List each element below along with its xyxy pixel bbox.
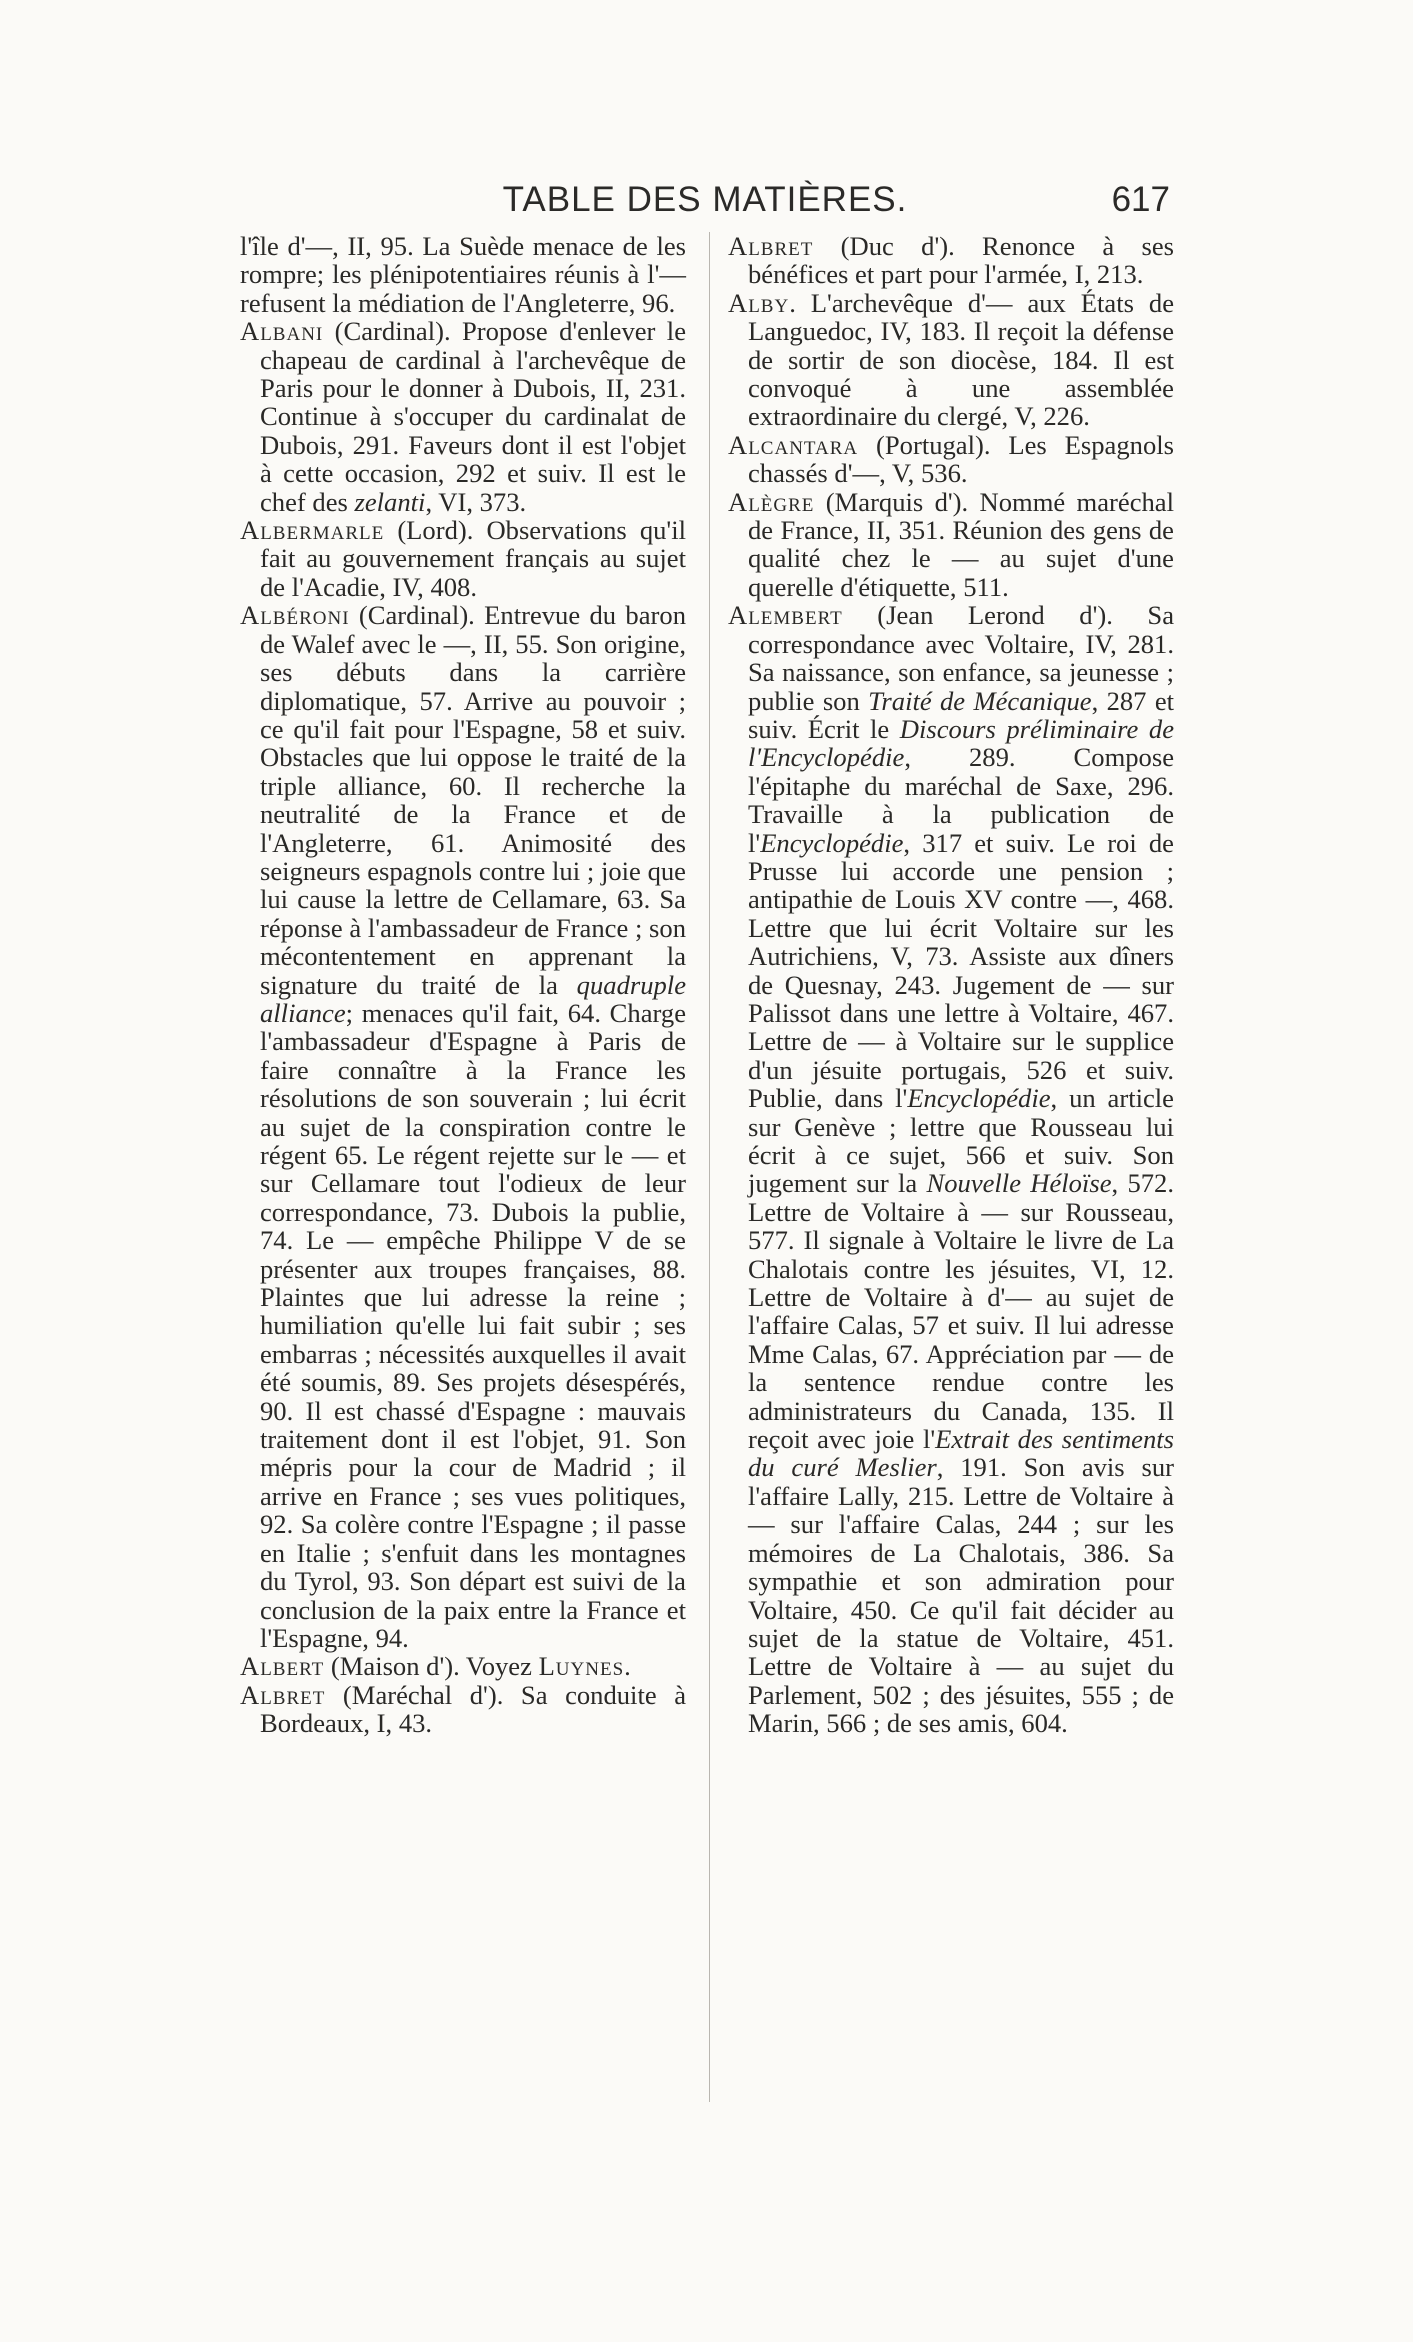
index-entry <box>728 488 1174 602</box>
entry-text: Luynes <box>538 1651 625 1682</box>
entry-text: , 289. Compose l'épitaphe du maréchal de Saxe, 296. Travaille à la publication de l' <box>748 742 1174 858</box>
index-entry <box>728 431 1174 488</box>
entry-text: , 572. Lettre de Voltaire à — sur Rousseau, 577. Il signale à Voltaire le livre de La Chalotais contre les jésuites, VI, 12. Lettre de Voltaire à d'— au sujet de l'affaire Calas, 57 et suiv. Il lui adresse Mme Calas, 67. Appréciation par — de la sentence rendue contre les administrateurs du Canada, 135. Il reçoit avec joie l' <box>748 1168 1174 1455</box>
page-number: 617 <box>1111 180 1170 219</box>
entry-text: , 191. Son avis sur l'affaire Lally, 215. Lettre de Voltaire à — sur l'affaire Calas, 244 ; sur les mémoires de La Chalotais, 386. Sa sympathie et son admiration pour Voltaire, 450. Ce qu'il fait décider au sujet de la statue de Voltaire, 451. Lettre de Voltaire à — au sujet du Parlement, 502 ; des jésuites, 555 ; de Marin, 566 ; de ses amis, 604. <box>748 1452 1174 1739</box>
index-entry <box>240 232 686 317</box>
entry-headword: Alcantara <box>728 429 859 460</box>
entry-title-italic: Traité de Mécanique <box>868 685 1092 716</box>
index-entry <box>728 289 1174 431</box>
entry-text: (Maréchal d'). Sa conduite à Bordeaux, I, 43. <box>260 1679 686 1739</box>
entry-headword: Albéroni <box>240 600 350 631</box>
entry-text: (Maison d'). Voyez <box>324 1651 539 1682</box>
entry-title-italic: Encyclopédie <box>907 1083 1051 1114</box>
entry-headword: Albani <box>240 316 324 347</box>
entry-headword: Albret <box>728 231 814 261</box>
entry-text: (Marquis d'). Nommé maréchal de France, II, 351. Réunion des gens de qualité chez le — au sujet d'une querelle d'étiquette, 511. <box>748 486 1174 602</box>
entry-text: , un article sur Genève ; lettre que Rousseau lui écrit à ce sujet, 566 et suiv. Son jugement sur la <box>748 1083 1174 1199</box>
entry-headword: Alembert <box>728 600 843 631</box>
right-column <box>728 232 1174 1738</box>
left-column <box>240 232 686 1738</box>
entry-text: (Duc d'). Renonce à ses bénéfices et part pour l'armée, I, 213. <box>748 231 1174 290</box>
column-divider <box>709 232 710 2102</box>
entry-headword: Albert <box>240 1651 325 1682</box>
entry-text: (Jean Lerond d'). Sa correspondance avec Voltaire, IV, 281. Sa naissance, son enfance, sa jeunesse ; publie son <box>748 600 1174 716</box>
entry-text: (Cardinal). Entrevue du baron de Walef avec le —, II, 55. Son origine, ses débuts dans la carrière diplomatique, 57. Arrive au pouvoir ; ce qu'il fait pour l'Espagne, 58 et suiv. Obstacles que lui oppose le traité de la triple alliance, 60. Il recherche la neutralité de la France et de l'Angleterre, 61. Animosité des seigneurs espagnols contre lui ; joie que lui cause la lettre de Cellamare, 63. Sa réponse à l'ambassadeur de France ; son mécontentement en apprenant la signature du traité de la <box>260 600 686 1000</box>
entry-text: . <box>624 1651 631 1682</box>
entry-text: . L'archevêque d'— aux États de Languedoc, IV, 183. Il reçoit la défense de sortir de son diocèse, 184. Il est convoqué à une assemblée extraordinaire du clergé, V, 226. <box>748 287 1174 432</box>
index-entry <box>240 516 686 601</box>
index-entry <box>240 1681 686 1738</box>
index-entry <box>728 232 1174 289</box>
entry-text: l'île d'—, II, 95. La Suède menace de les rompre; les plénipotentiaires réunis à l'— refusent la médiation de l'Angleterre, 96. <box>240 231 686 318</box>
entry-title-italic: Encyclopédie <box>760 827 904 858</box>
entry-text: ; menaces qu'il fait, 64. Charge l'ambassadeur d'Espagne à Paris de faire connaître à la France les résolutions de son souverain ; lui écrit au sujet de la conspiration contre le régent 65. Le régent rejette sur le — et sur Cellamare tout l'odieux de leur correspondance, 73. Dubois la publie, 74. Le — empêche Philippe V de se présenter aux troupes françaises, 88. Plaintes que lui adresse la reine ; humiliation qu'elle lui fait subir ; ses embarras ; nécessités auxquelles il avait été soumis, 89. Ses projets désespérés, 90. Il est chassé d'Espagne : mauvais traitement dont il est l'objet, 91. Son mépris pour la cour de Madrid ; il arrive en France ; ses vues politiques, 92. Sa colère contre l'Espagne ; il passe en Italie ; s'enfuit dans les montagnes du Tyrol, 93. Son départ est suivi de la conclusion de la paix entre la France et l'Espagne, 94. <box>260 997 686 1653</box>
entry-text: (Lord). Observations qu'il fait au gouvernement français au sujet de l'Acadie, IV, 408. <box>260 515 686 602</box>
entry-title-italic: quadruple alliance <box>260 969 686 1028</box>
index-entry <box>240 317 686 516</box>
index-entry <box>728 601 1174 1737</box>
entry-text: , 287 et suiv. Écrit le <box>748 685 1175 744</box>
running-title: TABLE DES MATIÈRES. <box>502 180 908 219</box>
entry-text: (Portugal). Les Espagnols chassés d'—, V, 536. <box>748 429 1174 489</box>
page-header <box>240 180 1170 228</box>
entry-text: (Cardinal). Propose d'enlever le chapeau de cardinal à l'archevêque de Paris pour le donner à Dubois, II, 231. Continue à s'occuper du cardinalat de Dubois, 291. Faveurs dont il est l'objet à cette occasion, 292 et suiv. Il est le chef des <box>260 316 686 517</box>
entry-headword: Albret <box>240 1679 326 1710</box>
entry-headword: Alègre <box>728 486 815 517</box>
entry-headword: Albermarle <box>240 515 385 546</box>
entry-text: , 317 et suiv. Le roi de Prusse lui accorde une pension ; antipathie de Louis XV contre —, 468. Lettre que lui écrit Voltaire sur les Autrichiens, V, 73. Assiste aux dîners de Quesnay, 243. Jugement de — sur Palissot dans une lettre à Voltaire, 467. Lettre de — à Voltaire sur le supplice d'un jésuite portugais, 526 et suiv. Publie, dans l' <box>748 827 1174 1114</box>
index-entry <box>240 601 686 1652</box>
entry-title-italic: zelanti <box>354 486 426 517</box>
entry-text: , VI, 373. <box>425 486 527 517</box>
entry-title-italic: Extrait des sentiments du curé Meslier <box>748 1424 1174 1483</box>
entry-title-italic: Nouvelle Héloïse <box>926 1168 1112 1199</box>
entry-title-italic: Discours préliminaire de l'Encyclopédie <box>748 713 1174 773</box>
entry-headword: Alby <box>728 287 790 318</box>
index-entry <box>240 1652 686 1680</box>
